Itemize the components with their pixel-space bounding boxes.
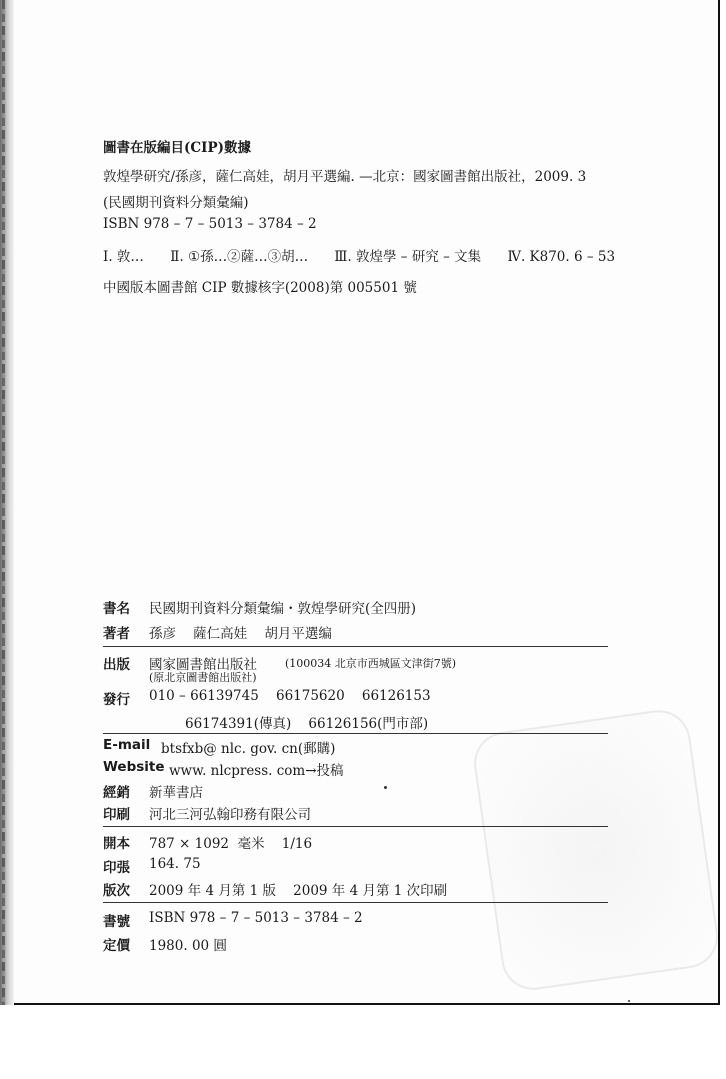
title-label: 書名 [103,601,130,617]
divider [103,826,608,827]
scan-speck [384,786,387,789]
cip-title: 圖書在版編目(CIP)數據 [103,140,251,156]
edition-value: 2009 年 4 月第 1 版 2009 年 4 月第 1 次印刷 [149,883,448,899]
seller-label: 經銷 [103,785,130,801]
printer-value: 河北三河弘翰印務有限公司 [149,807,311,823]
divider [103,902,608,903]
email-value: btsfxb@ nlc. gov. cn(郵購) [161,741,336,757]
library-stamp-watermark [470,706,722,994]
title-value: 民國期刊資料分類彙编・敦煌學研究(全四册) [149,601,417,617]
printer-label: 印刷 [103,807,130,823]
cip-class-3: Ⅲ. 敦煌學 – 研究 – 文集 [334,249,482,265]
isbn-value: ISBN 978 – 7 – 5013 – 3784 – 2 [149,910,363,926]
seller-value: 新華書店 [149,785,203,801]
website-value: www. nlcpress. com→投稿 [169,763,344,779]
divider [103,646,608,647]
publisher-address: (100034 北京市西城區文津街7號) [285,657,457,670]
format-label: 開本 [103,836,130,852]
publisher-label: 出版 [103,657,130,673]
price-label: 定價 [103,938,130,954]
author-label: 著者 [103,626,130,642]
author-value: 孫彦 薩仁高娃 胡月平選编 [149,626,332,642]
distribution-label: 發行 [103,692,130,708]
email-label: E-mail [103,737,151,753]
publisher-value: 國家圖書館出版社 [149,657,257,673]
book-spine-shadow [0,0,14,1005]
cip-line-record-number: 中國版本圖書館 CIP 數據核字(2008)第 005501 號 [103,280,417,296]
cip-line-classification [103,245,637,265]
sheets-label: 印張 [103,860,130,876]
cip-class-2: Ⅱ. ①孫…②薩…③胡… [170,249,309,265]
scan-speck [628,1000,630,1002]
distribution-fax-store: 66174391(傳真) 66126156(門市部) [185,716,429,732]
website-label: Website [103,759,165,775]
blank-margin [0,1007,726,1079]
isbn-label: 書號 [103,914,130,930]
sheets-value: 164. 75 [149,856,201,872]
price-value: 1980. 00 圓 [149,938,227,954]
edition-label: 版次 [103,883,130,899]
cip-class-1: Ⅰ. 敦… [103,249,144,265]
publisher-former-name: (原北京圖書館出版社) [149,671,257,684]
cip-line-isbn: ISBN 978 – 7 – 5013 – 3784 – 2 [103,216,317,232]
divider [103,733,608,734]
distribution-phones: 010 – 66139745 66175620 66126153 [149,688,431,704]
format-value: 787 × 1092 毫米 1/16 [149,836,313,852]
cip-line-title-author: 敦煌學研究/孫彦，薩仁高娃，胡月平選編. —北京：國家圖書館出版社，2009. 3 [103,169,587,185]
cip-line-series: (民國期刊資料分類彙編) [103,195,249,211]
cip-class-4: Ⅳ. K870. 6 – 53 [507,249,616,265]
